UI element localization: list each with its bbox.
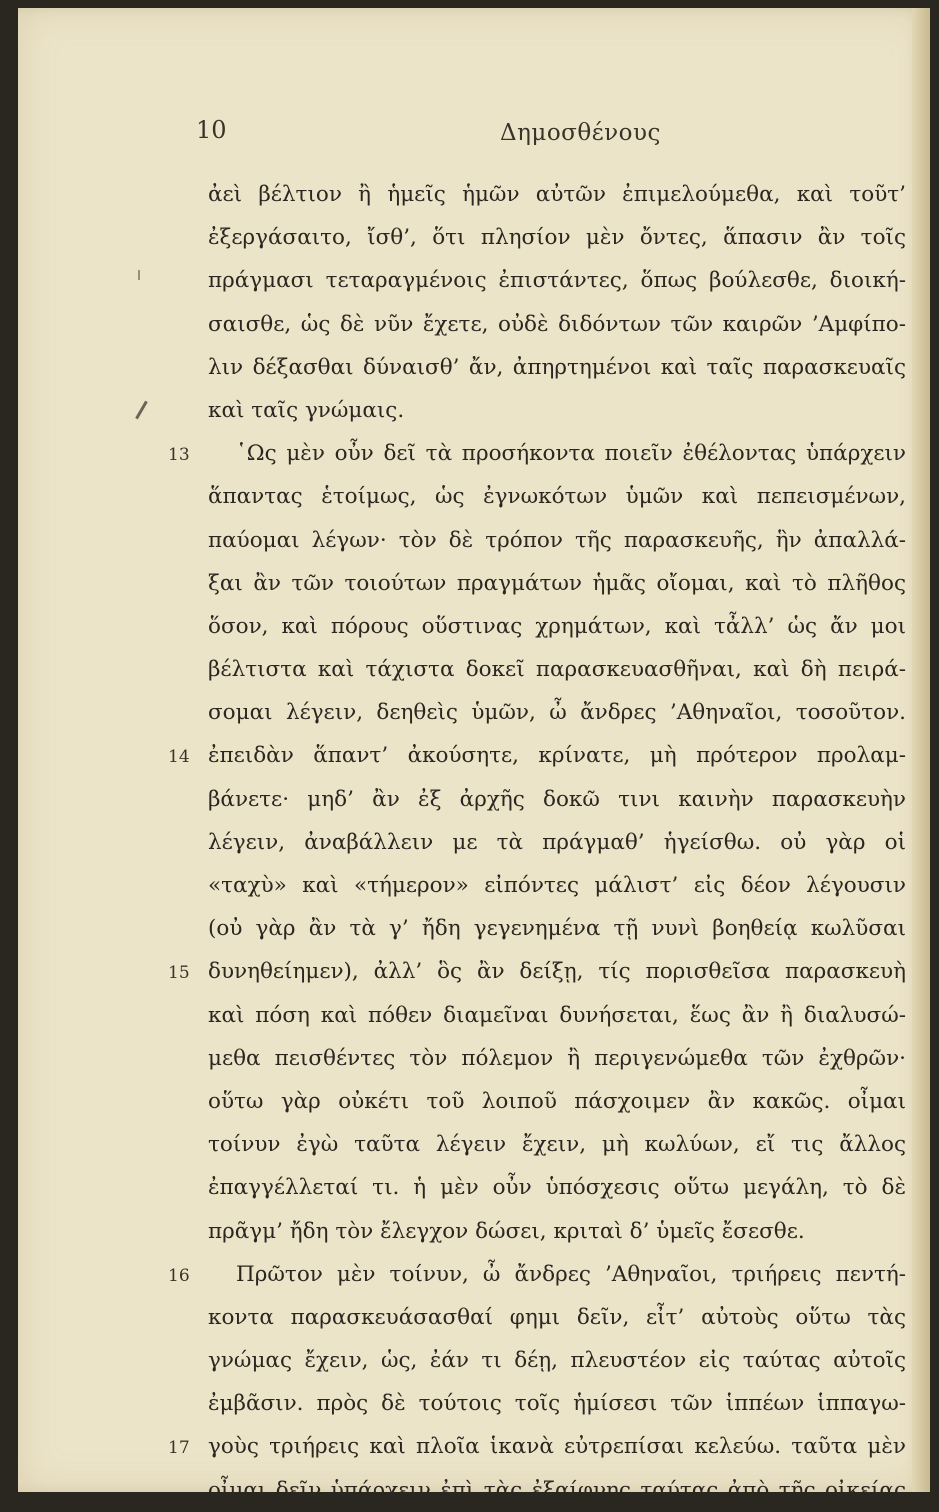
text-line bbox=[18, 1425, 930, 1468]
line-text: καὶ πόση καὶ πόθεν διαμεῖναι δυνήσεται, ἕως ἂν ἢ διαλυσώ- bbox=[208, 1002, 906, 1028]
line-text: δυνηθείημεν), ἀλλ’ ὃς ἂν δείξῃ, τίς πορισθεῖσα παρασκευὴ bbox=[208, 959, 906, 985]
text-line bbox=[18, 519, 930, 562]
line-text: σαισθε, ὡς δὲ νῦν ἔχετε, οὐδὲ διδόντων τῶν καιρῶν ’Αμφίπο- bbox=[208, 311, 906, 337]
line-text: λέγειν, ἀναβάλλειν με τὰ πράγμαθ’ ἡγείσθω. οὐ γὰρ οἱ bbox=[208, 829, 906, 855]
line-text: οὕτω γὰρ οὐκέτι τοῦ λοιποῦ πάσχοιμεν ἂν κακῶς. οἶμαι bbox=[208, 1088, 906, 1114]
text-line bbox=[18, 605, 930, 648]
section-number: 15 bbox=[168, 963, 190, 984]
text-line bbox=[18, 1166, 930, 1209]
text-line bbox=[18, 173, 930, 216]
text-line bbox=[18, 907, 930, 950]
line-text: ὅσον, καὶ πόρους οὕστινας χρημάτων, καὶ τἆλλ’ ὡς ἄν μοι bbox=[208, 613, 906, 639]
line-text: κοντα παρασκευάσασθαί φημι δεῖν, εἶτ’ αὐτοὺς οὕτω τὰς bbox=[208, 1304, 906, 1330]
text-line bbox=[18, 1296, 930, 1339]
line-text: ἅπαντας ἑτοίμως, ὡς ἐγνωκότων ὑμῶν καὶ πεπεισμένων, bbox=[208, 484, 906, 510]
text-line bbox=[18, 691, 930, 734]
page-number: 10 bbox=[196, 116, 227, 144]
line-text: ἐμβᾶσιν. πρὸς δὲ τούτοις τοῖς ἡμίσεσι τῶν ἱππέων ἱππαγω- bbox=[208, 1391, 906, 1417]
line-text: Πρῶτον μὲν τοίνυν, ὦ ἄνδρες ’Αθηναῖοι, τριήρεις πεντή- bbox=[236, 1261, 906, 1287]
section-number: 14 bbox=[168, 747, 190, 768]
text-line bbox=[18, 562, 930, 605]
section-number: 13 bbox=[168, 445, 190, 466]
line-text: ἐπειδὰν ἅπαντ’ ἀκούσητε, κρίνατε, μὴ πρότερον προλαμ- bbox=[208, 743, 906, 769]
line-text: πρᾶγμ’ ἤδη τὸν ἔλεγχον δώσει, κριταὶ δ’ ὑμεῖς ἔσεσθε. bbox=[208, 1218, 805, 1244]
line-text: βάνετε· μηδ’ ἂν ἐξ ἀρχῆς δοκῶ τινι καινὴν παρασκευὴν bbox=[208, 786, 906, 812]
text-line bbox=[18, 389, 930, 432]
text-line bbox=[18, 259, 930, 302]
line-text: μεθα πεισθέντες τὸν πόλεμον ἢ περιγενώμεθα τῶν ἐχθρῶν· bbox=[208, 1045, 906, 1071]
text-line bbox=[18, 1080, 930, 1123]
text-line bbox=[18, 864, 930, 907]
line-text: γοὺς τριήρεις καὶ πλοῖα ἱκανὰ εὐτρεπίσαι κελεύω. ταῦτα μὲν bbox=[208, 1434, 906, 1460]
text-line bbox=[18, 346, 930, 389]
line-text: σομαι λέγειν, δεηθεὶς ὑμῶν, ὦ ἄνδρες ’Αθηναῖοι, τοσοῦτον. bbox=[208, 700, 906, 726]
section-number: 17 bbox=[168, 1438, 190, 1459]
text-line bbox=[18, 994, 930, 1037]
text-line bbox=[18, 778, 930, 821]
text-line bbox=[18, 475, 930, 518]
text-line bbox=[18, 1123, 930, 1166]
line-text: καὶ ταῖς γνώμαις. bbox=[208, 397, 405, 423]
line-text: ἐπαγγέλλεταί τι. ἡ μὲν οὖν ὑπόσχεσις οὕτω μεγάλη, τὸ δὲ bbox=[208, 1175, 906, 1201]
line-text: ῾Ως μὲν οὖν δεῖ τὰ προσήκοντα ποιεῖν ἐθέλοντας ὑπάρχειν bbox=[236, 441, 906, 467]
line-text: ἐξεργάσαιτο, ἴσθ’, ὅτι πλησίον μὲν ὄντες, ἅπασιν ἂν τοῖς bbox=[208, 225, 906, 251]
line-text: παύομαι λέγων· τὸν δὲ τρόπον τῆς παρασκευῆς, ἣν ἀπαλλά- bbox=[208, 527, 906, 553]
text-line bbox=[18, 1253, 930, 1296]
line-text: (οὐ γὰρ ἂν τὰ γ’ ἤδη γεγενημένα τῇ νυνὶ βοηθείᾳ κωλῦσαι bbox=[208, 916, 906, 942]
line-text: πράγμασι τεταραγμένοις ἐπιστάντες, ὅπως βούλεσθε, διοική- bbox=[208, 268, 906, 294]
text-line bbox=[18, 1210, 930, 1253]
section-number: 16 bbox=[168, 1265, 190, 1286]
line-text: ξαι ἂν τῶν τοιούτων πραγμάτων ἡμᾶς οἴομαι, καὶ τὸ πλῆθος bbox=[208, 570, 906, 596]
page-header bbox=[196, 116, 896, 152]
line-text: «ταχὺ» καὶ «τήμερον» εἰπόντες μάλιστ’ εἰς δέον λέγουσιν bbox=[208, 873, 906, 898]
text-line bbox=[18, 648, 930, 691]
text-line bbox=[18, 1037, 930, 1080]
text-line bbox=[18, 734, 930, 777]
line-text: λιν δέξασθαι δύναισθ’ ἄν, ἀπηρτημένοι καὶ ταῖς παρασκευαῖς bbox=[208, 354, 906, 380]
text-line bbox=[18, 303, 930, 346]
text-line bbox=[18, 1469, 930, 1512]
line-text: τοίνυν ἐγὼ ταῦτα λέγειν ἔχειν, μὴ κωλύων, εἴ τις ἄλλος bbox=[208, 1132, 906, 1158]
line-text: γνώμας ἔχειν, ὡς, ἐάν τι δέῃ, πλευστέον εἰς ταύτας αὐτοῖς bbox=[208, 1348, 906, 1374]
text-line bbox=[18, 821, 930, 864]
body-text bbox=[18, 173, 930, 1512]
line-text: ἀεὶ βέλτιον ἢ ἡμεῖς ἡμῶν αὐτῶν ἐπιμελούμεθα, καὶ τοῦτ’ bbox=[208, 182, 906, 207]
line-text: βέλτιστα καὶ τάχιστα δοκεῖ παρασκευασθῆναι, καὶ δὴ πειρά- bbox=[208, 657, 906, 683]
text-line bbox=[18, 216, 930, 259]
text-line bbox=[18, 1382, 930, 1425]
text-line bbox=[18, 1339, 930, 1382]
book-page bbox=[18, 8, 930, 1503]
text-line bbox=[18, 950, 930, 993]
text-line bbox=[18, 432, 930, 475]
running-title: Δημοσθένους bbox=[500, 120, 661, 146]
line-text: οἶμαι δεῖν ὑπάρχειν ἐπὶ τὰς ἐξαίφνης ταύτας ἀπὸ τῆς οἰκείας bbox=[208, 1477, 906, 1503]
